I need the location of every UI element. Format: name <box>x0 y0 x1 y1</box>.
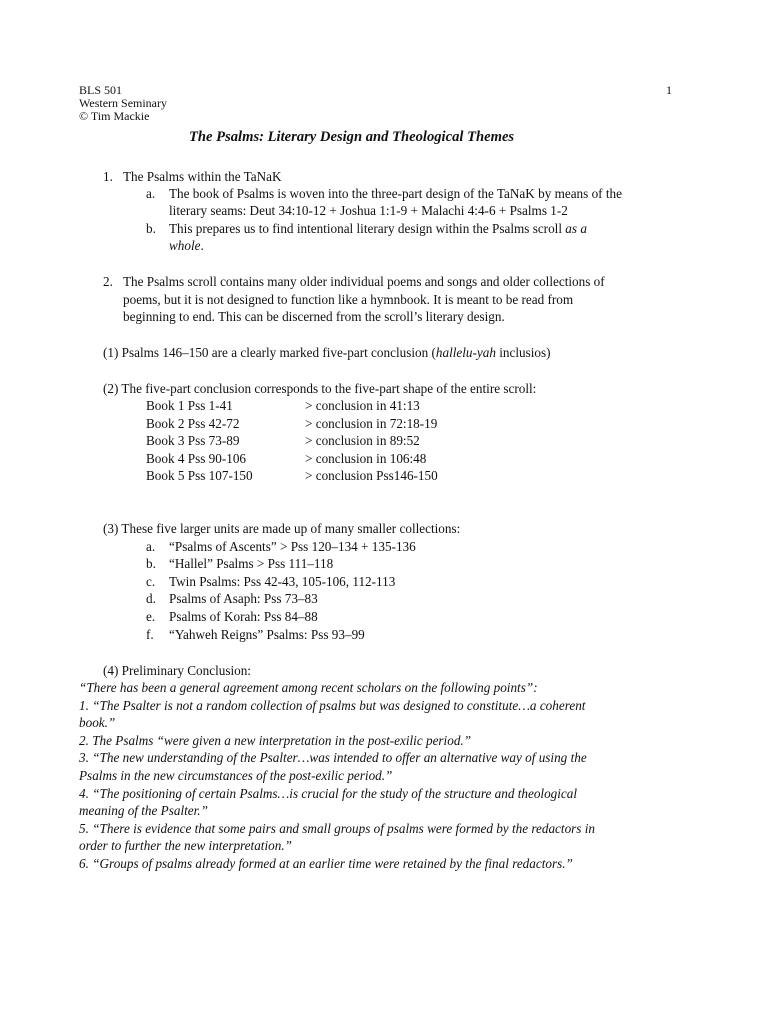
section-1a-line-2: literary seams: Deut 34:10-12 + Joshua 1:1-9 + Malachi 4:4-6 + Psalms 1-2 <box>169 203 568 218</box>
author-line: © Tim Mackie <box>79 109 150 123</box>
section-1-number: 1. <box>103 169 113 184</box>
collection-e-text: Psalms of Korah: Pss 84–88 <box>169 609 318 624</box>
section-2-line-2: poems, but it is not designed to function like a hymnbook. It is meant to be read from <box>123 292 574 307</box>
collection-b-text: “Hallel” Psalms > Pss 111–118 <box>169 556 334 571</box>
point-3-intro: (3) These five larger units are made up of many smaller collections: <box>103 521 461 536</box>
quote-line: “There has been a general agreement among recent scholars on the following points”: <box>79 680 538 695</box>
school-name: Western Seminary <box>79 96 168 110</box>
document-title: The Psalms: Literary Design and Theological Themes <box>189 129 515 145</box>
book-1-conclusion: > conclusion in 41:13 <box>305 398 420 413</box>
book-1-label: Book 1 Pss 1-41 <box>146 398 233 413</box>
section-2-line-3: beginning to end. This can be discerned from the scroll’s literary design. <box>123 309 505 324</box>
point-1-text: (1) Psalms 146–150 are a clearly marked five-part conclusion ( <box>103 345 436 360</box>
section-1b-italic-2: whole <box>169 238 201 253</box>
book-2-conclusion: > conclusion in 72:18-19 <box>305 416 438 431</box>
collection-f-text: “Yahweh Reigns” Psalms: Pss 93–99 <box>169 627 365 642</box>
section-1a-marker: a. <box>146 186 156 201</box>
section-1b-text: This prepares us to find intentional literary design within the Psalms scroll <box>169 221 566 236</box>
quote-line: 6. “Groups of psalms already formed at an earlier time were retained by the final redactors.” <box>79 856 573 871</box>
collection-a-marker: a. <box>146 539 156 554</box>
collection-c-marker: c. <box>146 574 156 589</box>
point-1-end: inclusios) <box>495 345 551 360</box>
page-number: 1 <box>666 83 672 97</box>
section-1b-line-1 <box>169 220 587 237</box>
quote-line: 1. “The Psalter is not a random collection of psalms but was designed to constitute…a coherent <box>79 698 586 713</box>
section-1-heading: The Psalms within the TaNaK <box>123 169 282 184</box>
collection-d-text: Psalms of Asaph: Pss 73–83 <box>169 591 318 606</box>
section-1b-italic: as a <box>565 221 587 236</box>
section-1a-line-1: The book of Psalms is woven into the three-part design of the TaNaK by means of the <box>169 186 622 201</box>
point-2-intro: (2) The five-part conclusion corresponds to the five-part shape of the entire scroll: <box>103 381 537 396</box>
collection-d-marker: d. <box>146 591 156 606</box>
book-5-conclusion: > conclusion Pss146-150 <box>305 468 438 483</box>
quote-line: 4. “The positioning of certain Psalms…is crucial for the study of the structure and theological <box>79 786 578 801</box>
quote-line: Psalms in the new circumstances of the post-exilic period.” <box>79 768 393 783</box>
book-5-label: Book 5 Pss 107-150 <box>146 468 253 483</box>
point-1 <box>103 344 551 361</box>
collection-c-text: Twin Psalms: Pss 42-43, 105-106, 112-113 <box>169 574 396 589</box>
collection-a-text: “Psalms of Ascents” > Pss 120–134 + 135-136 <box>169 539 416 554</box>
point-1-italic: hallelu-yah <box>435 345 496 360</box>
quote-line: meaning of the Psalter.” <box>79 803 208 818</box>
book-3-conclusion: > conclusion in 89:52 <box>305 433 420 448</box>
section-1b-line-2 <box>169 237 204 254</box>
section-1b-marker: b. <box>146 221 156 236</box>
quote-line: 5. “There is evidence that some pairs and small groups of psalms were formed by the redactors in <box>79 821 595 836</box>
book-2-label: Book 2 Pss 42-72 <box>146 416 240 431</box>
section-1b-end: . <box>200 238 204 253</box>
book-4-conclusion: > conclusion in 106:48 <box>305 451 427 466</box>
quote-line: book.” <box>79 715 116 730</box>
section-2-line-1: The Psalms scroll contains many older individual poems and songs and older collections of <box>123 274 605 289</box>
point-4-heading: (4) Preliminary Conclusion: <box>103 663 251 678</box>
collection-b-marker: b. <box>146 556 156 571</box>
quote-line: 2. The Psalms “were given a new interpretation in the post-exilic period.” <box>79 733 472 748</box>
book-4-label: Book 4 Pss 90-106 <box>146 451 247 466</box>
collection-f-marker: f. <box>146 627 154 642</box>
quote-line: 3. “The new understanding of the Psalter…was intended to offer an alternative way of using the <box>79 750 587 765</box>
collection-e-marker: e. <box>146 609 156 624</box>
book-3-label: Book 3 Pss 73-89 <box>146 433 240 448</box>
quote-line: order to further the new interpretation.” <box>79 838 292 853</box>
section-2-number: 2. <box>103 274 113 289</box>
course-code: BLS 501 <box>79 83 123 97</box>
